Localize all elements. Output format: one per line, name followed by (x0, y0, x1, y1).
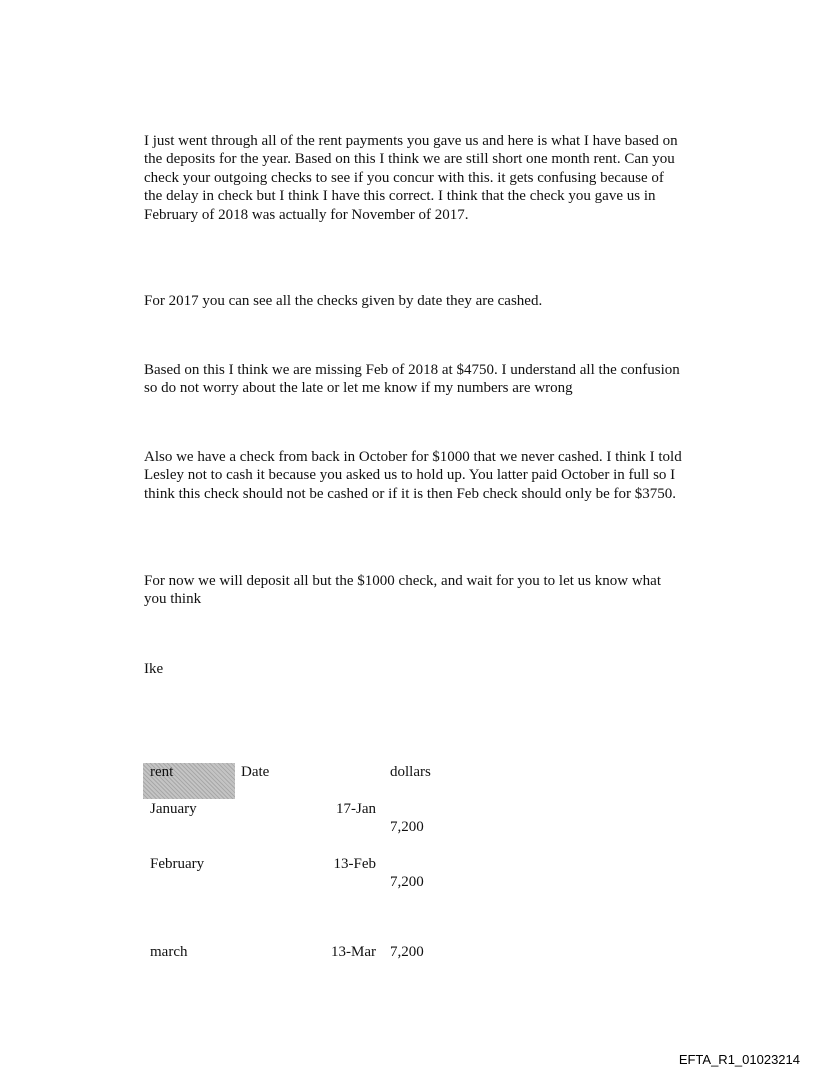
paragraph-missing-feb: Based on this I think we are missing Feb of 2018 at $4750. I understand all the confusion so do not worry about the late or let me know if my numbers are wrong (144, 362, 680, 397)
document-id: EFTA_R1_01023214 (678, 1052, 800, 1067)
header-dollars: dollars (390, 764, 431, 780)
row-month: January (150, 801, 197, 817)
row-date: 13-Mar (331, 944, 376, 960)
row-amount: 7,200 (390, 874, 424, 890)
paragraph-rent-summary: I just went through all of the rent payments you gave us and here is what I have based on the deposits for the year. Based on this I think we are still short one month rent. Can you check your outgoing checks to see if you concur with this. it gets confusing because of the delay in check but I think I have this correct. I think that the check you gave us in February of 2018 was actually for November of 2017. (144, 133, 678, 223)
paragraph-2017-checks: For 2017 you can see all the checks given by date they are cashed. (144, 293, 543, 309)
header-rent: rent (150, 764, 174, 780)
paragraph-deposit-plan: For now we will deposit all but the $1000 check, and wait for you to let us know what you think (144, 573, 661, 608)
row-date: 13-Feb (333, 856, 376, 872)
signature: Ike (144, 661, 164, 677)
row-amount: 7,200 (390, 819, 424, 835)
row-month: march (150, 944, 188, 960)
row-amount: 7,200 (390, 944, 424, 960)
paragraph-october-check: Also we have a check from back in October for $1000 that we never cashed. I think I told Lesley not to cash it because you asked us to hold up. You latter paid October in full so I think this check should not be cashed or if it is then Feb check should only be for $3750. (144, 449, 682, 502)
row-date: 17-Jan (336, 801, 376, 817)
row-month: February (150, 856, 205, 872)
header-date: Date (241, 764, 270, 780)
